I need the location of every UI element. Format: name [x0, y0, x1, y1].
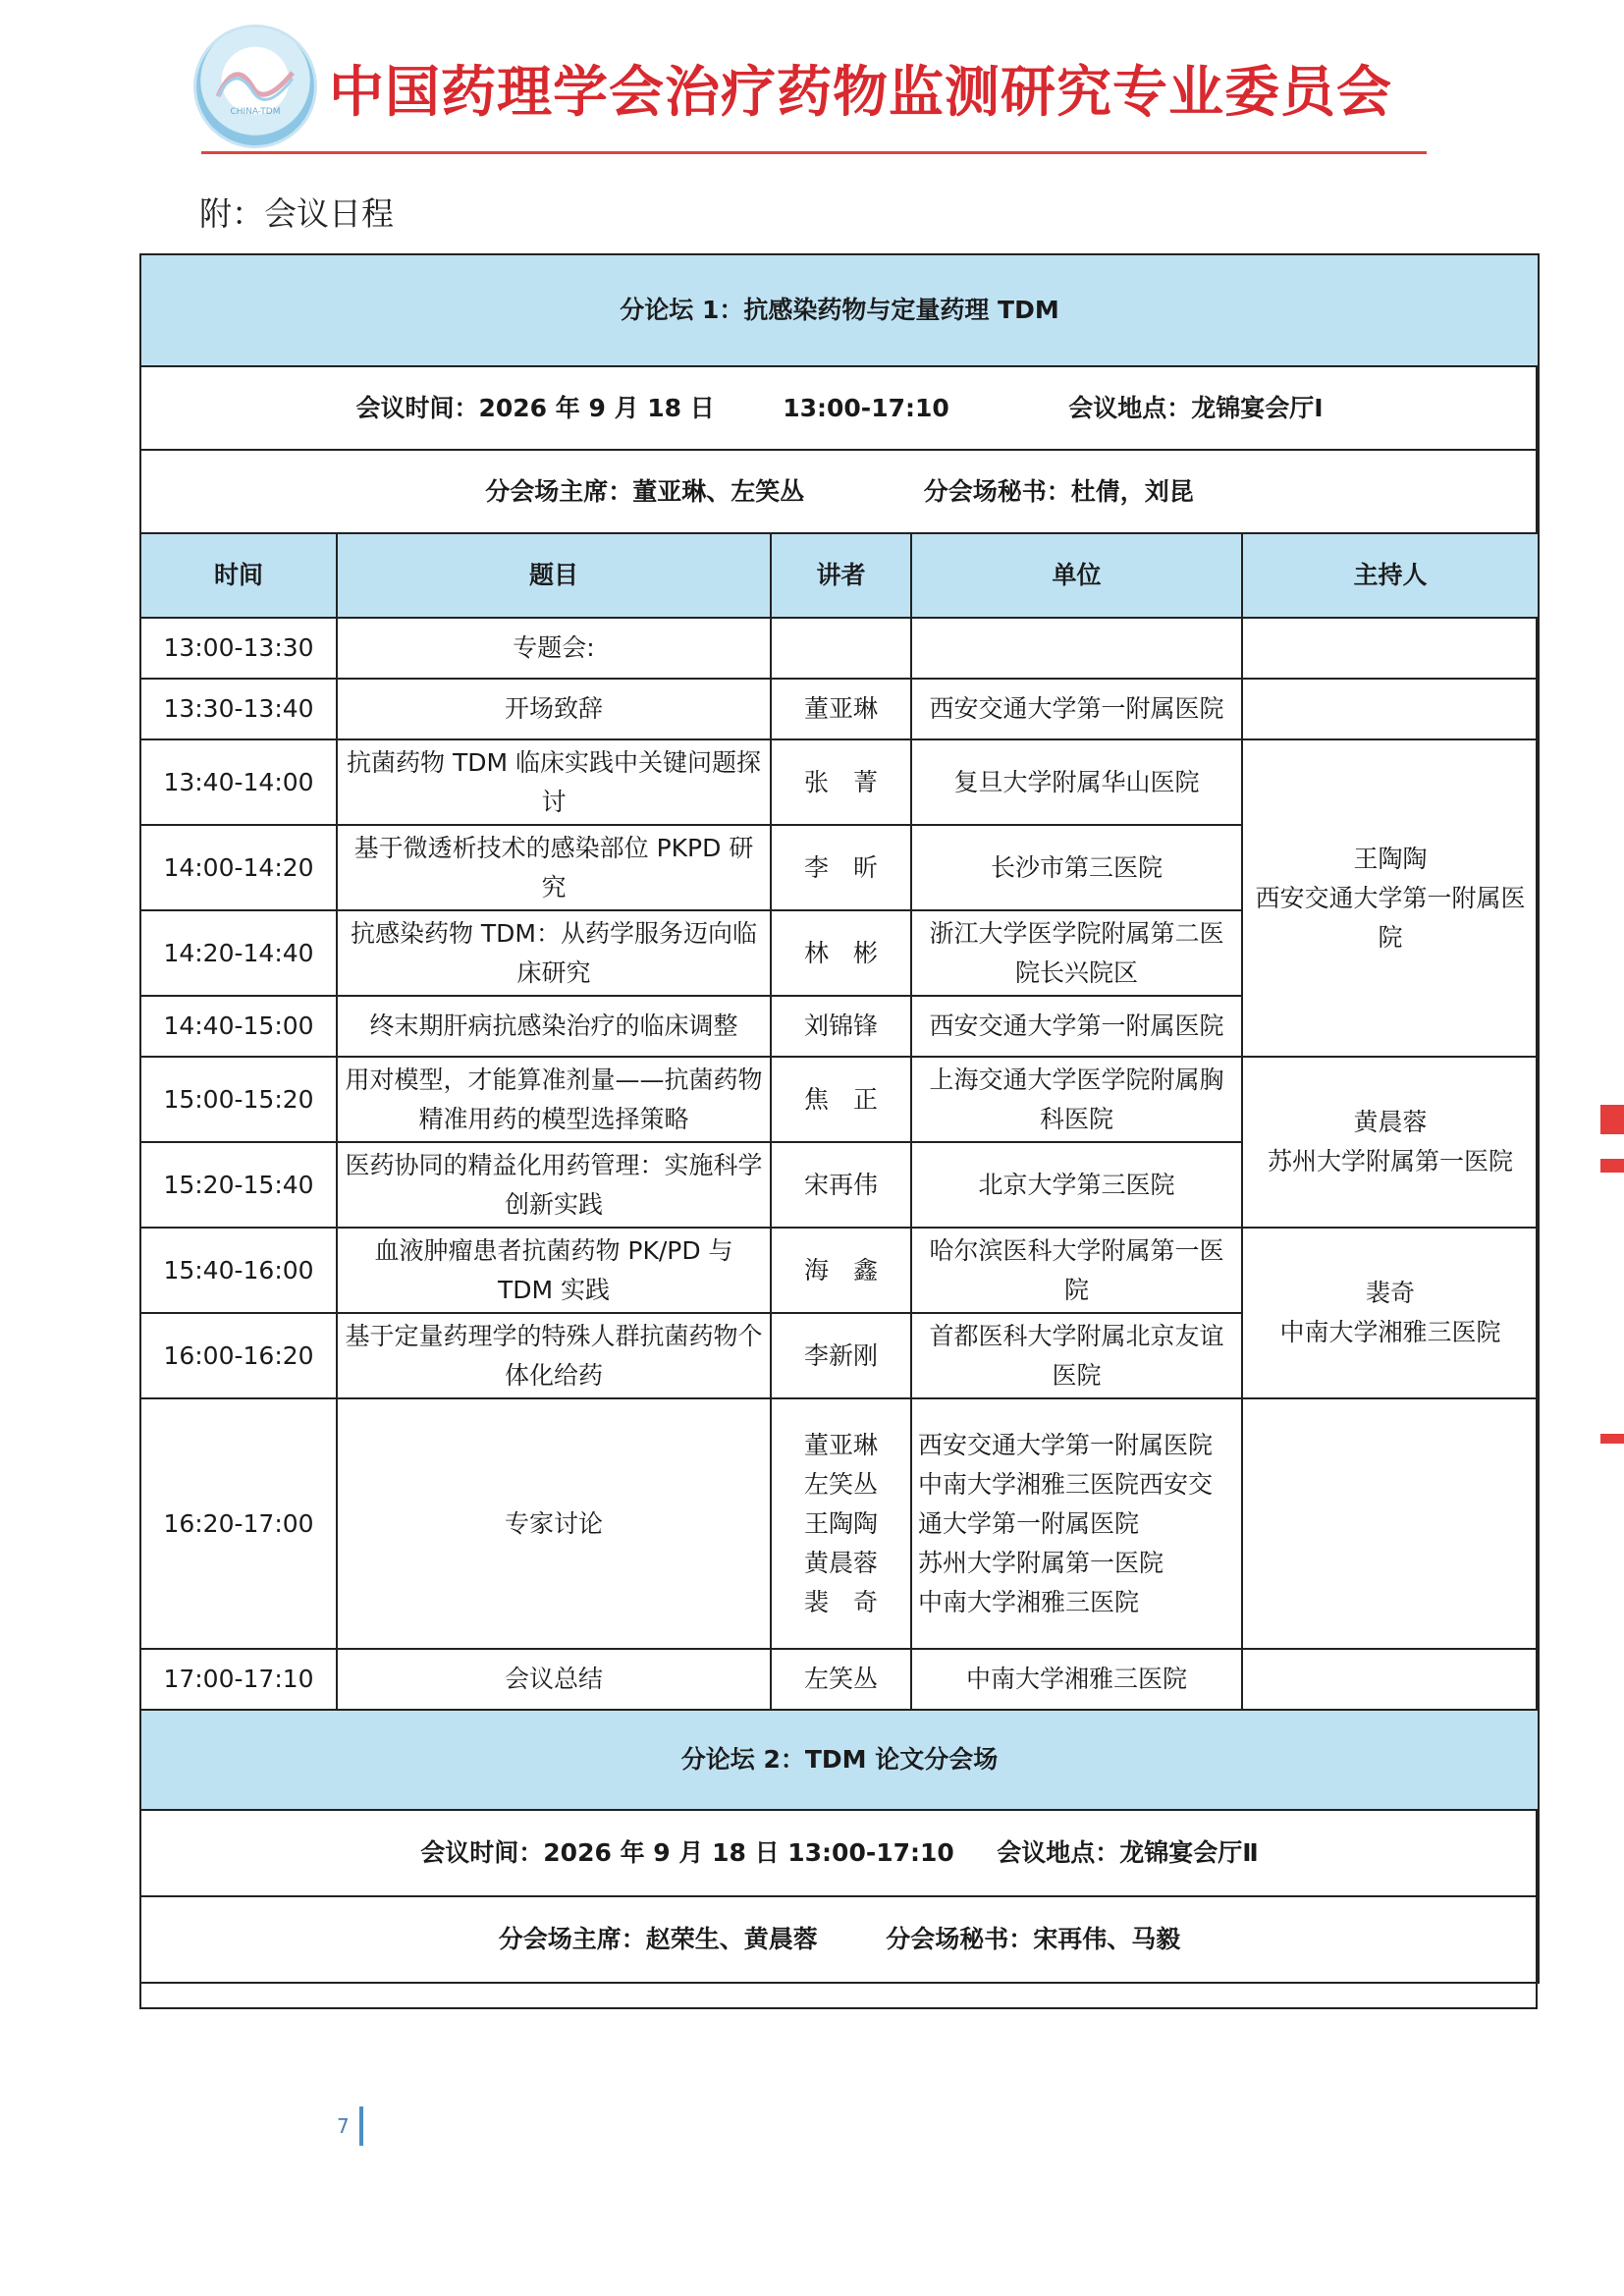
col-host: 主持人 — [1242, 533, 1539, 618]
panel-unit: 中南大学湘雅三医院 — [918, 1587, 1140, 1616]
forum1-time-range: 13:00-17:10 — [783, 393, 949, 422]
row-units — [911, 1398, 1242, 1649]
row-time: 14:00-14:20 — [140, 825, 337, 910]
row-time: 13:30-13:40 — [140, 679, 337, 739]
forum1-chair: 分会场主席：董亚琳、左笑丛 — [485, 476, 805, 506]
row-host — [1242, 618, 1539, 679]
row-time: 16:20-17:00 — [140, 1398, 337, 1649]
row-host — [1242, 679, 1539, 739]
row-time: 13:40-14:00 — [140, 739, 337, 825]
panel-unit: 通大学第一附属医院 — [918, 1508, 1140, 1538]
attachment-label: 附：会议日程 — [199, 194, 394, 233]
row-time: 15:20-15:40 — [140, 1142, 337, 1228]
row-speaker: 张 菁 — [771, 739, 911, 825]
row-unit: 西安交通大学第一附属医院 — [911, 679, 1242, 739]
header-divider — [201, 151, 1427, 154]
forum2-chair: 分会场主席：赵荣生、黄晨蓉 — [498, 1925, 818, 1953]
host-name: 黄晨蓉 — [1353, 1108, 1428, 1136]
edge-mark — [1600, 1434, 1624, 1444]
table-row — [140, 679, 1539, 739]
row-topic: 开场致辞 — [337, 679, 771, 739]
row-topic: 血液肿瘤患者抗菌药物 PK/PD 与 TDM 实践 — [337, 1228, 771, 1313]
host-unit: 西安交通大学第一附属医院 — [1255, 883, 1526, 952]
table-row — [140, 618, 1539, 679]
organization-title: 中国药理学会治疗药物监测研究专业委员会 — [329, 61, 1392, 125]
table-row — [140, 1398, 1539, 1649]
forum2-title-row — [140, 1710, 1539, 1810]
row-time: 13:00-13:30 — [140, 618, 337, 679]
row-speaker: 李新刚 — [771, 1313, 911, 1398]
row-time: 16:00-16:20 — [140, 1313, 337, 1398]
forum2-venue: 会议地点：龙锦宴会厅Ⅱ — [997, 1838, 1259, 1867]
logo-text: CHINA-TDM — [230, 107, 281, 117]
panel-unit: 西安交通大学第一附属医院 — [918, 1430, 1214, 1459]
row-unit: 复旦大学附属华山医院 — [911, 739, 1242, 825]
col-time: 时间 — [140, 533, 337, 618]
row-speaker: 焦 正 — [771, 1057, 911, 1142]
row-unit: 浙江大学医学院附属第二医院长兴院区 — [911, 910, 1242, 996]
panel-speaker: 董亚琳 — [803, 1430, 878, 1459]
row-topic: 医药协同的精益化用药管理：实施科学创新实践 — [337, 1142, 771, 1228]
row-topic: 抗菌药物 TDM 临床实践中关键问题探讨 — [337, 739, 771, 825]
table-row — [140, 1649, 1539, 1710]
forum1-title: 分论坛 1：抗感染药物与定量药理 TDM — [140, 254, 1539, 366]
panel-unit: 中南大学湘雅三医院西安交 — [918, 1469, 1214, 1499]
forum2-title: 分论坛 2：TDM 论文分会场 — [140, 1710, 1539, 1810]
panel-speaker: 黄晨蓉 — [803, 1548, 878, 1577]
row-topic: 会议总结 — [337, 1649, 771, 1710]
row-topic: 终末期肝病抗感染治疗的临床调整 — [337, 996, 771, 1057]
host-name: 裴奇 — [1366, 1279, 1416, 1307]
row-unit: 长沙市第三医院 — [911, 825, 1242, 910]
row-unit: 首都医科大学附属北京友谊医院 — [911, 1313, 1242, 1398]
host-cell-1 — [1242, 739, 1539, 1057]
table-row — [140, 739, 1539, 825]
committee-logo — [196, 27, 314, 145]
panel-speaker: 王陶陶 — [803, 1508, 878, 1538]
row-speaker: 刘锦锋 — [771, 996, 911, 1057]
page-number: 7 — [337, 2114, 350, 2138]
page-number-bar — [359, 2106, 363, 2146]
row-unit: 西安交通大学第一附属医院 — [911, 996, 1242, 1057]
col-speaker: 讲者 — [771, 533, 911, 618]
row-speaker — [771, 618, 911, 679]
row-topic: 抗感染药物 TDM：从药学服务迈向临床研究 — [337, 910, 771, 996]
row-topic: 基于定量药理学的特殊人群抗菌药物个体化给药 — [337, 1313, 771, 1398]
row-speaker: 李 昕 — [771, 825, 911, 910]
table-row — [140, 1228, 1539, 1313]
column-header-row — [140, 533, 1539, 618]
row-unit — [911, 618, 1242, 679]
forum1-chair-row — [140, 450, 1539, 533]
edge-mark — [1600, 1159, 1624, 1173]
forum2-time-label: 会议时间：2026 年 9 月 18 日 13:00-17:10 — [420, 1838, 954, 1867]
row-speakers — [771, 1398, 911, 1649]
row-speaker: 董亚琳 — [771, 679, 911, 739]
forum2-time-row — [140, 1810, 1539, 1896]
row-unit: 哈尔滨医科大学附属第一医院 — [911, 1228, 1242, 1313]
row-time: 15:40-16:00 — [140, 1228, 337, 1313]
host-name: 王陶陶 — [1353, 844, 1428, 873]
row-host — [1242, 1398, 1539, 1649]
row-time: 14:20-14:40 — [140, 910, 337, 996]
row-time: 15:00-15:20 — [140, 1057, 337, 1142]
row-topic: 用对模型，才能算准剂量——抗菌药物精准用药的模型选择策略 — [337, 1057, 771, 1142]
host-unit: 苏州大学附属第一医院 — [1268, 1147, 1514, 1175]
panel-speaker: 裴 奇 — [803, 1587, 878, 1616]
row-unit: 北京大学第三医院 — [911, 1142, 1242, 1228]
panel-speaker: 左笑丛 — [803, 1469, 878, 1499]
edge-mark — [1600, 1105, 1624, 1134]
forum2-secretary: 分会场秘书：宋再伟、马毅 — [886, 1925, 1181, 1953]
row-time: 17:00-17:10 — [140, 1649, 337, 1710]
row-speaker: 海 鑫 — [771, 1228, 911, 1313]
row-topic: 专题会: — [337, 618, 771, 679]
col-unit: 单位 — [911, 533, 1242, 618]
table-row — [140, 1057, 1539, 1142]
row-speaker: 林 彬 — [771, 910, 911, 996]
forum1-venue: 会议地点：龙锦宴会厅Ⅰ — [1068, 393, 1324, 422]
col-topic: 题目 — [337, 533, 771, 618]
forum1-secretary: 分会场秘书：杜倩，刘昆 — [923, 476, 1194, 506]
host-cell-3 — [1242, 1228, 1539, 1398]
host-unit: 中南大学湘雅三医院 — [1279, 1318, 1501, 1346]
forum1-time-row — [140, 366, 1539, 450]
row-time: 14:40-15:00 — [140, 996, 337, 1057]
schedule-table — [139, 253, 1540, 1984]
page-header — [196, 27, 1434, 160]
host-cell-2 — [1242, 1057, 1539, 1228]
row-unit: 中南大学湘雅三医院 — [911, 1649, 1242, 1710]
row-host — [1242, 1649, 1539, 1710]
row-topic: 基于微透析技术的感染部位 PKPD 研究 — [337, 825, 771, 910]
forum1-title-row — [140, 254, 1539, 366]
panel-unit: 苏州大学附属第一医院 — [918, 1548, 1164, 1577]
row-topic: 专家讨论 — [337, 1398, 771, 1649]
row-unit: 上海交通大学医学院附属胸科医院 — [911, 1057, 1242, 1142]
row-speaker: 左笑丛 — [771, 1649, 911, 1710]
forum2-chair-row — [140, 1896, 1539, 1983]
forum1-time-label: 会议时间：2026 年 9 月 18 日 — [355, 393, 715, 422]
row-speaker: 宋再伟 — [771, 1142, 911, 1228]
